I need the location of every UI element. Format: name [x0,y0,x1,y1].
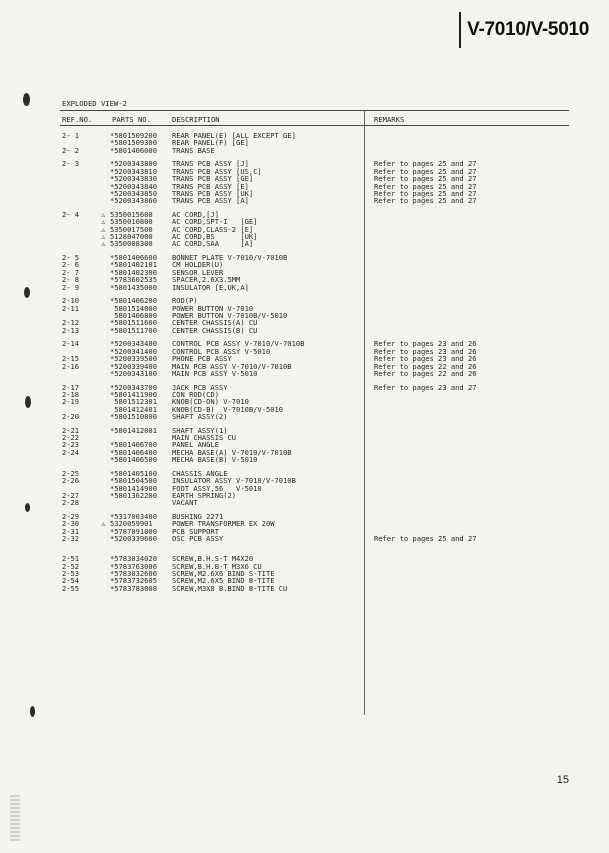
ref-no: 2-15 [62,354,80,364]
parts-no: *5801511700 [110,325,157,335]
description: REAR PANEL(F) [GE] [172,138,249,148]
parts-no: *5801414900 [110,483,157,493]
ref-no: 2-25 [62,468,80,478]
remark: Refer to pages 25 and 27 [374,534,477,544]
ref-no: 2-32 [62,534,80,544]
ref-no: 2-31 [62,526,80,536]
ref-no: 2-28 [62,498,80,508]
parts-no: *5200339600 [110,534,157,544]
scan-edge-mark [10,795,20,841]
remark: Refer to pages 23 and 26 [374,339,477,349]
parts-no: *5801509300 [110,138,157,148]
ref-no: 2- 2 [62,145,80,155]
description: SENSOR LEVER [172,267,224,277]
column-header-description: DESCRIPTION [172,115,220,124]
description: MAIN PCB ASSY V-5010 [172,368,258,378]
remark: Refer to pages 23 and 27 [374,382,477,392]
description: EARTH SPRING(2) [172,490,237,500]
description: AC CORD,[J] [172,209,219,219]
description: CM HOLDER(U) [172,260,224,270]
model-title: V-7010/V-5010 [467,19,589,40]
table-top-rule [60,110,569,111]
remark: Refer to pages 23 and 26 [374,354,477,364]
parts-no: 5320059901 [110,519,153,529]
parts-no: *5801402101 [110,260,157,270]
description: INSULATOR [E,UK,A] [172,282,249,292]
parts-no: *5783032606 [110,568,157,578]
parts-no: *5200339400 [110,361,157,371]
description: TRANS PCB ASSY [GE] [172,174,254,184]
description: VACANT [172,498,198,508]
section-title: EXPLODED VIEW-2 [62,99,127,108]
description: SCREW,B.H.B-T M3X6 CU [172,561,262,571]
remark: Refer to pages 25 and 27 [374,174,477,184]
description: TRANS PCB ASSY [UK] [172,188,254,198]
remark: Refer to pages 22 and 26 [374,368,477,378]
column-header-ref: REF.NO. [62,115,93,124]
remark: Refer to pages 22 and 26 [374,361,477,371]
description: AC CORD,SAA [A] [172,239,254,249]
description: KNOB(CD-B) V-7010B/V-5010 [172,404,284,414]
parts-no: *5801406600 [110,253,157,263]
description: SPACER,2.6X3.5MM [172,275,241,285]
parts-no: 5801406800 [110,311,157,320]
ref-no: 2-29 [62,512,80,521]
ref-no: 2-20 [62,412,80,421]
binder-hole-mark [25,396,31,408]
ref-no: 2-14 [62,339,80,349]
ref-no: 2-10 [62,296,80,306]
parts-no: *5783602535 [110,275,157,285]
ref-no: 2-51 [62,554,80,564]
parts-no: *5200343100 [110,368,157,378]
description: MAIN PCB ASSY V-7010/V-7010B [172,361,292,371]
safety-warning-icon: ⚠ [101,217,106,227]
safety-warning-icon: ⚠ [101,209,106,219]
parts-no: *5200339500 [110,354,157,364]
parts-no: *5200343850 [110,188,157,198]
description: ROD(P) [172,296,198,306]
parts-no: *5801402300 [110,267,157,277]
ref-no: 2- 6 [62,260,80,270]
parts-no: *5200343700 [110,382,157,392]
table-header-rule [60,125,569,126]
parts-no: *5801504500 [110,476,157,486]
safety-warning-icon: ⚠ [101,224,106,234]
binder-hole-mark [23,93,30,106]
description: CONTROL PCB ASSY V-7010/V-7010B [172,339,305,349]
ref-no: 2- 1 [62,131,80,140]
parts-no: 5350008300 [110,239,153,249]
ref-no: 2-18 [62,389,80,399]
description: MECHA BASE(A) V-7010/V-7010B [172,447,292,457]
description: AC CORD,CLASS-2 [E] [172,224,254,234]
ref-no: 2- 9 [62,282,80,292]
parts-no: *5801405100 [110,468,157,478]
ref-no: 2- 4 [62,209,80,219]
ref-no: 2- 7 [62,267,80,277]
parts-no: *5200343840 [110,181,157,191]
parts-no: *5787091000 [110,526,157,536]
description: POWER TRANSFORMER EX 20W [172,519,275,529]
column-header-parts: PARTS NO. [112,115,151,124]
description: TRANS BASE [172,145,215,155]
ref-no: 2- 5 [62,253,80,263]
parts-no: 5801412401 [110,404,157,414]
parts-no: 5801514000 [110,303,157,313]
ref-no: 2-22 [62,433,80,443]
description: AC CORD,SPT-I [GE] [172,217,258,227]
description: TRANS PCB ASSY [A] [172,196,249,206]
binder-hole-mark [24,287,30,298]
parts-no: *5801406700 [110,440,157,450]
parts-no: *5317003400 [110,512,157,521]
parts-no: 5128047000 [110,232,153,241]
parts-no: *5200343800 [110,159,157,169]
safety-warning-icon: ⚠ [101,239,106,249]
parts-no: *5801510800 [110,412,157,421]
description: TRANS PCB ASSY [E] [172,181,249,191]
description: CONTROL PCB ASSY V-5010 [172,346,271,356]
parts-no: *5200343810 [110,166,157,176]
description: MAIN CHASSIS CU [172,433,237,443]
description: REAR PANEL(E) [ALL EXCEPT GE] [172,131,296,140]
parts-no: 5350010800 [110,217,153,227]
description: TRANS PCB ASSY [US,C] [172,166,262,176]
parts-no: *5200341400 [110,346,157,356]
ref-no: 2-16 [62,361,80,371]
parts-no: *5801411900 [110,389,157,399]
parts-no: 5350017500 [110,224,153,234]
parts-no: *5783732605 [110,576,157,586]
column-header-remarks: REMARKS [374,115,405,124]
description: CENTER CHASSIS(A) CU [172,318,258,328]
remark: Refer to pages 25 and 27 [374,159,477,169]
description: SCREW,B.H.S-T M4X20 [172,554,254,564]
ref-no: 2-11 [62,303,80,313]
ref-no: 2-52 [62,561,80,571]
description: POWER BUTTON V-7010B/V-5010 [172,311,288,320]
parts-no: *5783034020 [110,554,157,564]
parts-no: *5801362200 [110,490,157,500]
parts-no: *5801435000 [110,282,157,292]
parts-no: *5783763006 [110,561,157,571]
description: PCB SUPPORT [172,526,219,536]
ref-no: 2-19 [62,397,80,407]
description: SCREW,M2.6X5 BIND B-TITE [172,576,275,586]
ref-no: 2-12 [62,318,80,328]
description: PHONE PCB ASSY [172,354,232,364]
description: SCREW,M2.6X6 BIND S-TITE [172,568,275,578]
description: TRANS PCB ASSY [J] [172,159,249,169]
parts-no: *5801511600 [110,318,157,328]
remark: Refer to pages 23 and 26 [374,346,477,356]
parts-no: *5783783008 [110,583,157,593]
description: INSULATOR ASSY V-7010/V-7010B [172,476,296,486]
remark: Refer to pages 25 and 27 [374,166,477,176]
safety-warning-icon: ⚠ [101,519,106,529]
description: SHAFT ASSY(2) [172,412,228,421]
parts-no: *5200343860 [110,196,157,206]
binder-hole-mark [25,503,30,512]
description: MECHA BASE(B) V-5010 [172,455,258,465]
parts-no: *5801406400 [110,447,157,457]
ref-no: 2- 3 [62,159,80,169]
parts-no: *5801509200 [110,131,157,140]
description: JACK PCB ASSY [172,382,228,392]
parts-no: *5200343830 [110,174,157,184]
ref-no: 2-54 [62,576,80,586]
safety-warning-icon: ⚠ [101,232,106,241]
remark: Refer to pages 25 and 27 [374,188,477,198]
parts-no: 5350015600 [110,209,153,219]
page-number: 15 [556,774,569,786]
ref-no: 2-17 [62,382,80,392]
ref-no: 2-26 [62,476,80,486]
description: OSC PCB ASSY [172,534,224,544]
ref-no: 2-53 [62,568,80,578]
description: CON ROD(CD) [172,389,219,399]
ref-no: 2-24 [62,447,80,457]
parts-no: *5801406500 [110,455,157,465]
ref-no: 2-30 [62,519,80,529]
parts-no: *5801412001 [110,425,157,435]
description: CHASSIS ANGLE [172,468,228,478]
ref-no: 2-27 [62,490,80,500]
remark: Refer to pages 25 and 27 [374,196,477,206]
description: KNOB(CD-ON) V-7010 [172,397,249,407]
ref-no: 2-55 [62,583,80,593]
description: AC CORD,BS [UK] [172,232,258,241]
description: PANEL ANGLE [172,440,219,450]
description: BONNET PLATE V-7010/V-7010B [172,253,288,263]
binder-hole-mark [30,706,35,717]
ref-no: 2-21 [62,425,80,435]
remarks-divider [364,110,365,715]
parts-no: 5801512301 [110,397,157,407]
remark: Refer to pages 25 and 27 [374,181,477,191]
parts-no: *5801406000 [110,145,157,155]
ref-no: 2-23 [62,440,80,450]
parts-no: *5801406200 [110,296,157,306]
description: CENTER CHASSIS(B) CU [172,325,258,335]
description: BUSHING 2271 [172,512,224,521]
description: POWER BUTTON V-7010 [172,303,254,313]
ref-no: 2- 8 [62,275,80,285]
ref-no: 2-13 [62,325,80,335]
description: SHAFT ASSY(1) [172,425,228,435]
parts-no: *5200343400 [110,339,157,349]
description: SCREW,M3X8 B.BIND B-TITE CU [172,583,288,593]
description: FOOT ASSY,56 V-5010 [172,483,262,493]
